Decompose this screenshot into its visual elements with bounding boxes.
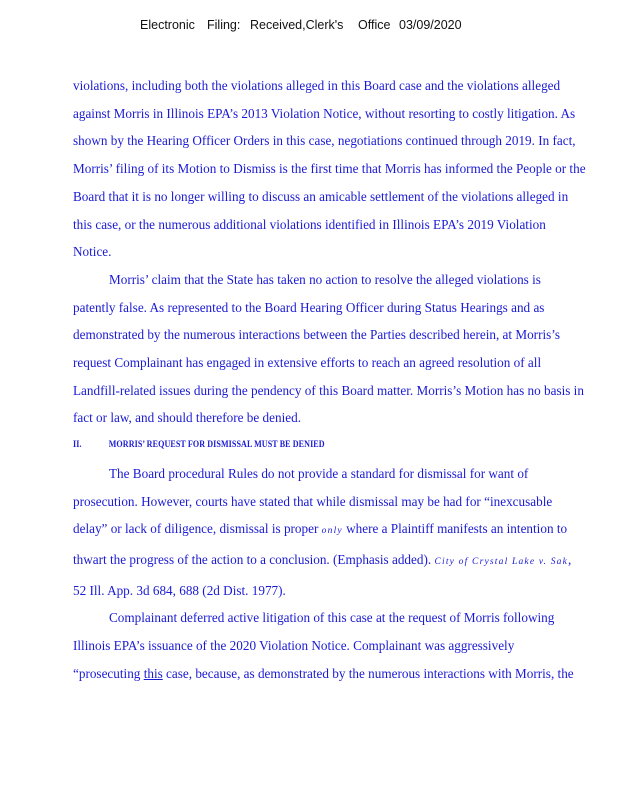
paragraph-1	[73, 72, 586, 266]
text-line: this case, or the numerous additional violations identified in Illinois EPA’s 2019 Violation	[73, 216, 546, 232]
text-line: Landfill-related issues during the pendency of this Board matter. Morris’s Motion has no basis in	[73, 382, 584, 398]
header-date: 03/09/2020	[399, 18, 462, 32]
section-number: II.	[73, 440, 82, 451]
header-electronic: Electronic	[140, 18, 195, 32]
case-citation: City of Crystal Lake v. Sak	[434, 556, 569, 567]
text-line: prosecution. However, courts have stated that while dismissal may be had for “inexcusable	[73, 493, 553, 509]
text-line	[73, 660, 573, 688]
text-line	[73, 546, 573, 577]
text-line	[73, 515, 573, 546]
underlined-this: this	[143, 665, 163, 681]
text-line: request Complainant has engaged in extensive efforts to reach an agreed resolution of all	[73, 355, 542, 371]
section-heading	[73, 432, 498, 460]
text-line: 52 Ill. App. 3d 684, 688 (2d Dist. 1977).	[73, 582, 286, 598]
text-line: fact or law, and should therefore be denied.	[73, 410, 301, 426]
text-line: The Board procedural Rules do not provide a standard for dismissal for want of	[109, 465, 529, 481]
text-line: Morris’ claim that the State has taken no action to resolve the alleged violations is	[109, 271, 541, 287]
text-line: Illinois EPA’s issuance of the 2020 Violation Notice. Complainant was aggressively	[73, 638, 515, 654]
text-run: “prosecuting	[73, 665, 144, 681]
text-line: violations, including both the violations alleged in this Board case and the violations alleged	[73, 78, 561, 93]
paragraph-2	[73, 266, 584, 432]
text-run: case, because, as demonstrated by the numerous interactions with Morris, the	[162, 665, 574, 681]
header-office: Office	[358, 18, 391, 32]
text-run: where a Plaintiff manifests an intention to	[342, 521, 568, 537]
paragraph-4	[73, 604, 573, 687]
text-line: patently false. As represented to the Board Hearing Officer during Status Hearings and as	[73, 299, 545, 315]
text-line: Complainant deferred active litigation of this case at the request of Morris following	[109, 610, 555, 626]
emphasis-only: only	[321, 526, 343, 537]
text-line: shown by the Hearing Officer Orders in this case, negotiations continued through 2019. In fact,	[73, 133, 576, 149]
paragraph-3	[73, 460, 573, 605]
text-line: against Morris in Illinois EPA’s 2013 Violation Notice, without resorting to costly litigation. As	[73, 105, 576, 121]
text-line: Board that it is no longer willing to discuss an amicable settlement of the violations alleged in	[73, 188, 569, 204]
text-line: Notice.	[73, 244, 112, 260]
text-run: delay” or lack of diligence, dismissal is proper	[73, 521, 322, 537]
header-received: Received,Clerk's	[250, 18, 344, 32]
text-line: demonstrated by the numerous interactions between the Parties described herein, at Morris’s	[73, 327, 561, 343]
document-body	[73, 72, 586, 687]
section-title: MORRIS’ REQUEST FOR DISMISSAL MUST BE DENIED	[108, 440, 325, 451]
header-filing: Filing:	[207, 18, 241, 32]
text-run: ,	[568, 551, 572, 567]
text-line: Morris’ filing of its Motion to Dismiss is the first time that Morris has informed the People or the	[73, 161, 586, 177]
text-run: thwart the progress of the action to a conclusion. (Emphasis added).	[73, 551, 435, 567]
